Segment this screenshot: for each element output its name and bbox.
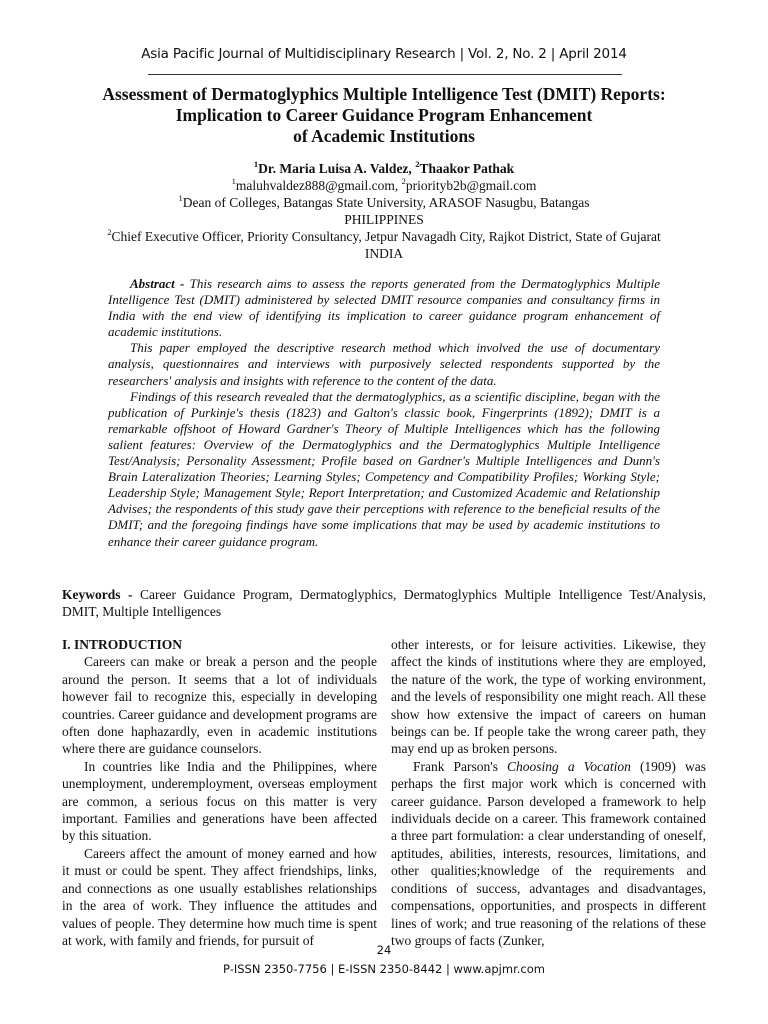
header-rule bbox=[148, 74, 622, 75]
book-title: Choosing a Vocation bbox=[507, 758, 631, 774]
abstract-paragraph-2: This paper employed the descriptive research method which involved the use of documentary analysis, questionnaires and interviews with purposively selected respondents supported by the researchers' analysis and insights with reference to the content of the data. bbox=[108, 340, 660, 388]
keywords-label: Keywords - bbox=[62, 587, 133, 602]
abstract-paragraph-3: Findings of this research revealed that the dermatoglyphics, as a scientific discipline, began with the publication of Purkinje's thesis (1823) and Galton's classic book, Fingerprints (1892); DMIT is a remarkable offshoot of Howard Gardner's Theory of Multiple Intelligences which has the following salient features: Overview of the Dermatoglyphics and the Dermatoglyphics Multiple Intelligence Test/Analysis; Personality Assessment; Profile based on Gardner's Multiple Intelligences and Dunn's Brain Lateralization Theories; Learning Styles; Competency and Compatibility Profiles; Working Style; Leadership Style; Management Style; Report Interpretation; and Customized Academic and Relationship Advises; the respondents of this study gave their perceptions with reference to the beneficial results of the DMIT; and the foregoing findings have some implications that may be used by academic institutions to enhance their career guidance program. bbox=[108, 388, 660, 549]
affiliation2-country: INDIA bbox=[364, 246, 404, 261]
affiliation1-text: Dean of Colleges, Batangas State University, ARASOF Nasugbu, Batangas bbox=[182, 195, 590, 210]
section-heading: I. INTRODUCTION bbox=[62, 637, 183, 652]
keywords bbox=[62, 586, 706, 620]
abstract-paragraph-1 bbox=[108, 276, 660, 340]
page-number: 24 bbox=[376, 943, 392, 957]
affiliation1-sup: 1 bbox=[178, 192, 183, 203]
abstract bbox=[108, 276, 660, 550]
intro-paragraph-1: Careers can make or break a person and the people around the person. It seems that a lot of individuals however fail to recognize this, especially in developing countries. Career guidance and development programs are often done haphazardly, even in academic institutions where there are guidance counselors. bbox=[62, 654, 377, 757]
intro-paragraph-3: Careers affect the amount of money earned and how it must or could be spent. They affect friendships, links, and connections as one usually establishes relationships in the area of work. They influence the attitudes and values of people. They determine how much time is spent at work, with family and friends, for pursuit of bbox=[62, 845, 377, 948]
intro-paragraph-4 bbox=[391, 758, 706, 949]
author1-name: Dr. Maria Luisa A. Valdez, bbox=[258, 161, 416, 176]
parson-text-after: (1909) was perhaps the first major work which is concerned with career guidance. Parson developed a framework to help individuals decide on a career. This framework contained a three part formulation: a clear understanding of oneself, aptitudes, abilities, interests, resources, limitations, and other qualities;knowledge of the requirements and conditions of success, advantages and disadvantages, compensations, opportunities, and prospects in different lines of work; and true reasoning of the relations of these two groups of facts (Zunker, bbox=[391, 758, 706, 948]
email2-sup: 2 bbox=[401, 175, 406, 186]
abstract-p1-text: This research aims to assess the reports generated from the Dermatoglyphics Multiple Intelligence Test (DMIT) administered by selected DMIT resource companies and consultancy firms in India with the end view of identifying its implication to career guidance program enhancement of academic institutions. bbox=[108, 276, 660, 340]
affiliation-2 bbox=[60, 228, 708, 245]
author-names bbox=[60, 160, 708, 177]
author1-sup: 1 bbox=[253, 158, 259, 169]
author2-name: Thaakor Pathak bbox=[419, 161, 515, 176]
abstract-label: Abstract - bbox=[130, 276, 185, 291]
footer: P-ISSN 2350-7756 | E-ISSN 2350-8442 | www.apjmr.com bbox=[223, 962, 545, 976]
author-emails bbox=[60, 177, 708, 194]
email2[interactable]: priorityb2b@gmail.com bbox=[405, 178, 537, 193]
right-column bbox=[391, 636, 706, 949]
intro-continuation: other interests, or for leisure activities. Likewise, they affect the kinds of institutions where they are employed, the nature of the work, the type of working environment, and the levels of responsibility one might reach. All these show how extensive the impact of careers on human beings can be. If people take the wrong career path, they may end up as broken persons. bbox=[391, 637, 706, 757]
affiliation1-country: PHILIPPINES bbox=[344, 212, 424, 227]
parson-text-before: Frank Parson's bbox=[413, 758, 508, 774]
author-block bbox=[60, 160, 708, 262]
paper-title bbox=[60, 84, 708, 147]
title-line-2: Implication to Career Guidance Program Enhancement bbox=[175, 105, 593, 125]
affiliation2-text: Chief Executive Officer, Priority Consultancy, Jetpur Navagadh City, Rajkot District, State of Gujarat bbox=[111, 229, 661, 244]
email1[interactable]: maluhvaldez888@gmail.com, bbox=[235, 178, 402, 193]
keywords-text: Career Guidance Program, Dermatoglyphics, Dermatoglyphics Multiple Intelligence Test/Analysis, DMIT, Multiple Intelligences bbox=[62, 587, 706, 619]
email1-sup: 1 bbox=[231, 175, 236, 186]
title-line-3: of Academic Institutions bbox=[293, 126, 475, 146]
author2-sup: 2 bbox=[415, 158, 420, 169]
intro-paragraph-2: In countries like India and the Philippines, where unemployment, underemployment, overseas employment are common, a serious focus on this matter is very important. Families and generations have been affected by this situation. bbox=[62, 758, 377, 844]
left-column bbox=[62, 636, 377, 949]
title-line-1: Assessment of Dermatoglyphics Multiple Intelligence Test (DMIT) Reports: bbox=[102, 84, 666, 104]
affiliation2-sup: 2 bbox=[107, 226, 112, 237]
affiliation-1 bbox=[60, 194, 708, 211]
running-head: Asia Pacific Journal of Multidisciplinary Research | Vol. 2, No. 2 | April 2014 bbox=[141, 46, 627, 62]
